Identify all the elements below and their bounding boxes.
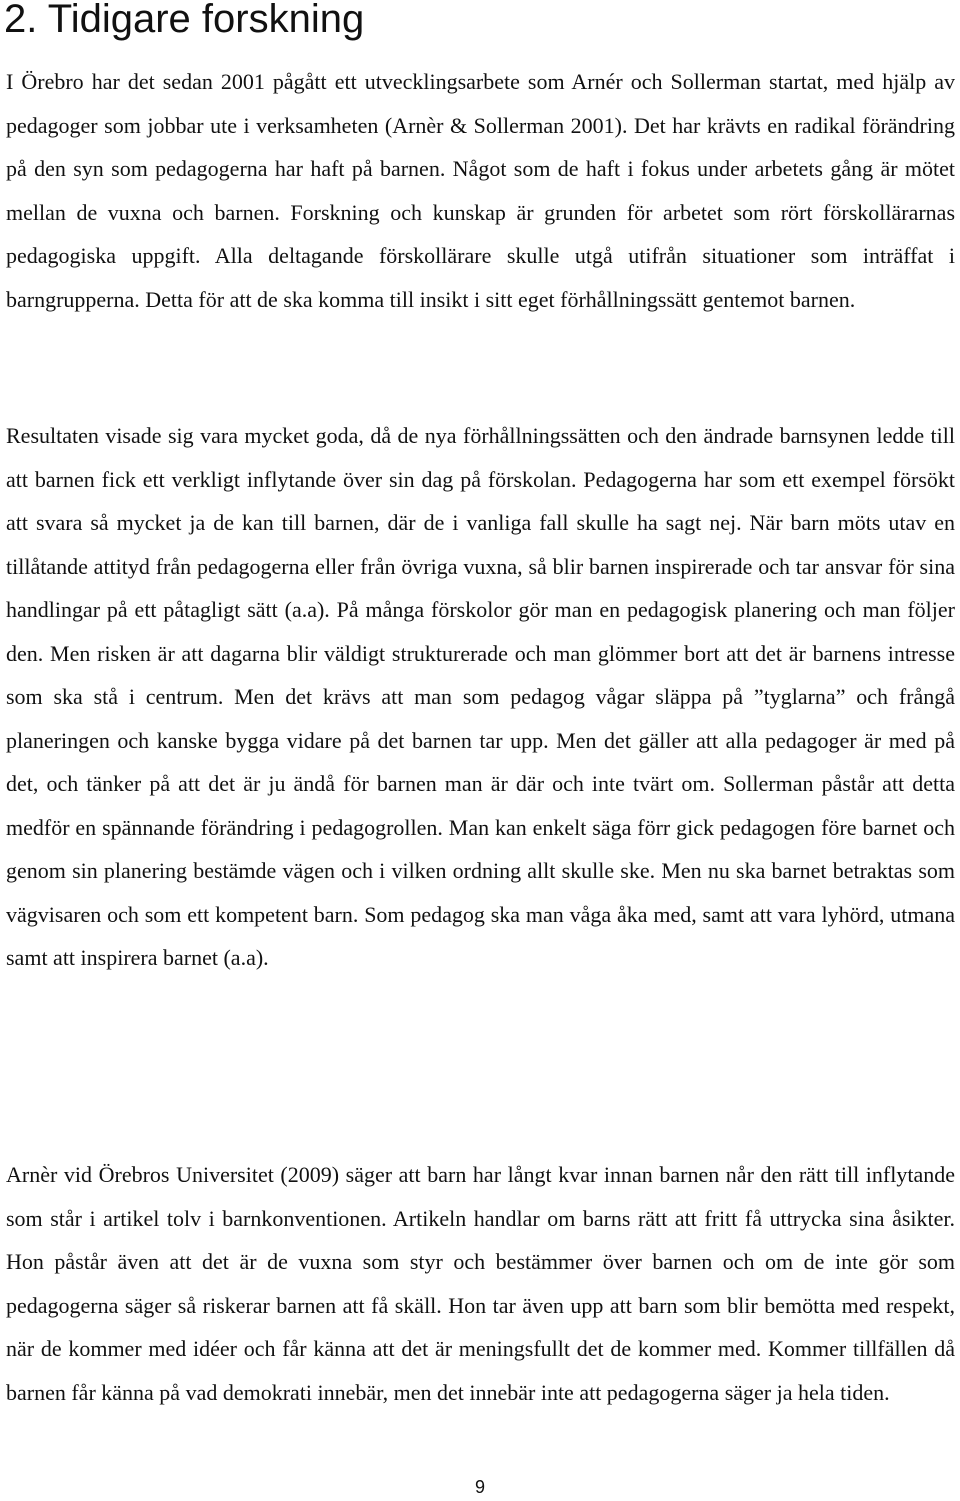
body-paragraph-3: Arnèr vid Örebros Universitet (2009) säger att barn har långt kvar innan barnen når den rätt till inflytande som står i artikel tolv i barnkonventionen. Artikeln handlar om barns rätt att fritt få uttrycka sina åsikter. Hon påstår även att det är de vuxna som styr och bestämmer över barnen och om de inte gör som pedagogerna säger så riskerar barnen att få skäll. Hon tar även upp att barn som blir bemötta med respekt, när de kommer med idéer och får känna att det är meningsfullt det de kommer med. Kommer tillfällen då barnen får känna på vad demokrati innebär, men det innebär inte att pedagogerna säger ja hela tiden. xyxy=(6,1162,955,1405)
body-paragraph-1: I Örebro har det sedan 2001 pågått ett utvecklingsarbete som Arnér och Sollerman startat, med hjälp av pedagoger som jobbar ute i verksamheten (Arnèr & Sollerman 2001). Det har krävts en radikal förändring på den syn som pedagogerna har haft på barnen. Något som de haft i fokus under arbetets gång är mötet mellan de vuxna och barnen. Forskning och kunskap är grunden för arbetet som rört förskollärarnas pedagogiska uppgift. Alla deltagande förskollärare skulle utgå utifrån situationer som inträffat i barngrupperna. Detta för att de ska komma till insikt i sitt eget förhållningssätt gentemot barnen. xyxy=(6,69,955,312)
page-number: 9 xyxy=(474,1477,485,1497)
section-heading: 2. Tidigare forskning xyxy=(4,0,365,41)
body-paragraph-2: Resultaten visade sig vara mycket goda, då de nya förhållningssätten och den ändrade barnsynen ledde till att barnen fick ett verkligt inflytande över sin dag på förskolan. Pedagogerna har som ett exempel försökt att svara så mycket ja de kan till barnen, där de i vanliga fall skulle ha sagt nej. När barn möts utav en tillåtande attityd från pedagogerna eller från övriga vuxna, så blir barnen inspirerade och tar ansvar för sina handlingar på ett påtagligt sätt (a.a). På många förskolor gör man en pedagogisk planering och man följer den. Men risken är att dagarna blir väldigt strukturerade och man glömmer bort att det är barnens intresse som ska stå i centrum. Men det krävs att man som pedagog vågar släppa på ”tyglarna” och frångå planeringen och kanske bygga vidare på det barnen tar upp. Men det gäller att alla pedagoger är med på det, och tänker på att det är ju ändå för barnen man är där och inte tvärt om. Sollerman påstår att detta medför en spännande förändring i pedagogrollen. Man kan enkelt säga förr gick pedagogen före barnet och genom sin planering bestämde vägen och i vilken ordning allt skulle ske. Men nu ska barnet betraktas som vägvisaren och som ett kompetent barn. Som pedagog ska man våga åka med, samt att vara lyhörd, utmana samt att inspirera barnet (a.a). xyxy=(6,423,955,970)
